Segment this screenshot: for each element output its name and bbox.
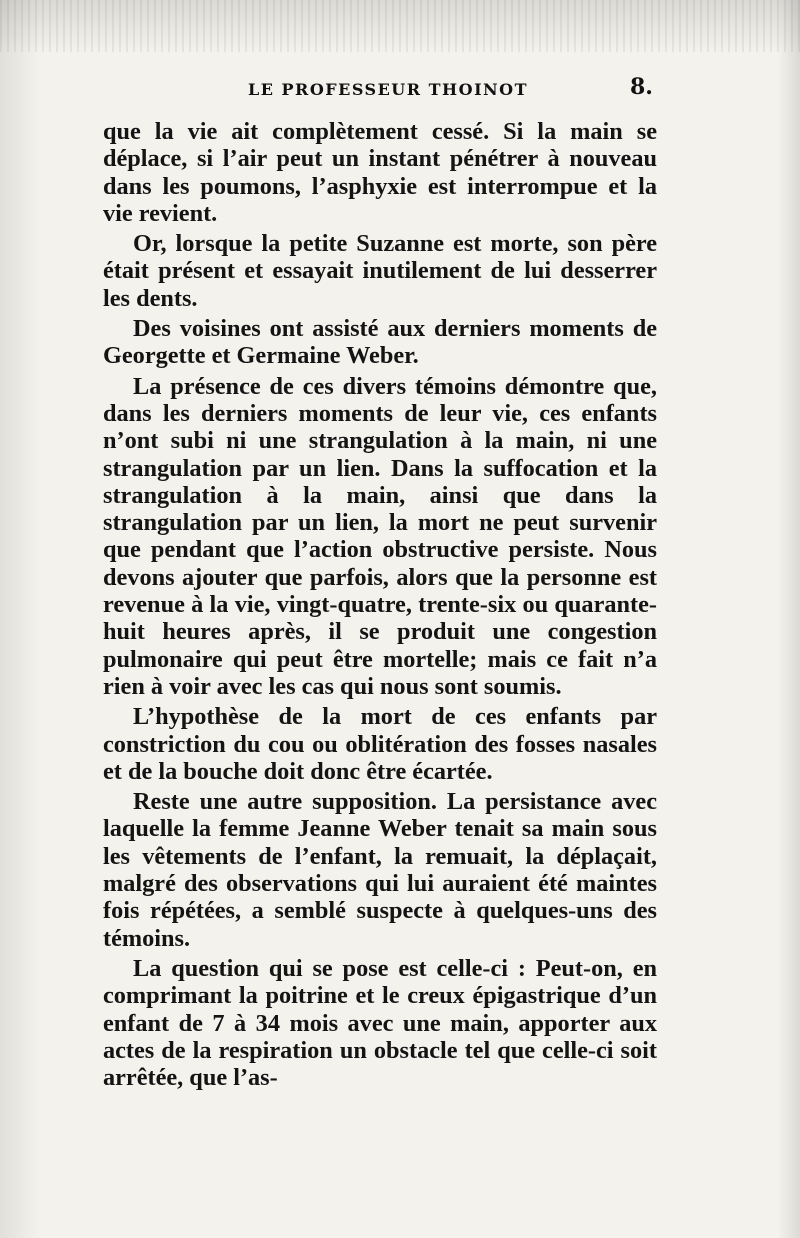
- paragraph: La présence de ces divers témoins démontre que, dans les derniers moments de leur vie, ces enfants n’ont subi ni une strangulation à la main, ni une strangulation par un lien. Dans la suffocation et la strangulation à la main, ainsi que dans la strangulation par un lien, la mort ne peut survenir que pendant que l’action obstructive persiste. Nous devons ajouter que parfois, alors que la personne est revenue à la vie, vingt-quatre, trente-six ou quarante-huit heures après, il se produit une congestion pulmonaire qui peut être mortelle; mais ce fait n’a rien à voir avec les cas qui nous sont soumis.: [103, 372, 657, 700]
- running-title: LE PROFESSEUR THOINOT: [248, 80, 529, 99]
- paragraph: L’hypothèse de la mort de ces enfants par constriction du cou ou oblitération des fosses nasales et de la bouche doit donc être écartée.: [103, 703, 657, 785]
- paragraph: que la vie ait complètement cessé. Si la main se déplace, si l’air peut un instant pénétrer à nouveau dans les poumons, l’asphyxie est interrompue et la vie revient.: [103, 118, 657, 227]
- scan-edge-top: [0, 0, 800, 52]
- body-text: [103, 118, 657, 1091]
- paragraph: La question qui se pose est celle-ci : Peut-on, en comprimant la poitrine et le creux épigastrique d’un enfant de 7 à 34 mois avec une main, apporter aux actes de la respiration un obstacle tel que celle-ci soit arrêtée, que l’as-: [103, 954, 657, 1092]
- scan-edge-left: [0, 0, 40, 1238]
- paragraph: Reste une autre supposition. La persistance avec laquelle la femme Jeanne Weber tenait sa main sous les vêtements de l’enfant, la remuait, la déplaçait, malgré des observations qui lui auraient été maintes fois répétées, a semblé suspecte à quelques-uns des témoins.: [103, 788, 657, 952]
- paragraph: Des voisines ont assisté aux derniers moments de Georgette et Germaine Weber.: [103, 315, 657, 370]
- paragraph: Or, lorsque la petite Suzanne est morte, son père était présent et essayait inutilement de lui desserrer les dents.: [103, 230, 657, 312]
- scan-edge-right: [778, 0, 800, 1238]
- page-number: 8.: [630, 74, 653, 100]
